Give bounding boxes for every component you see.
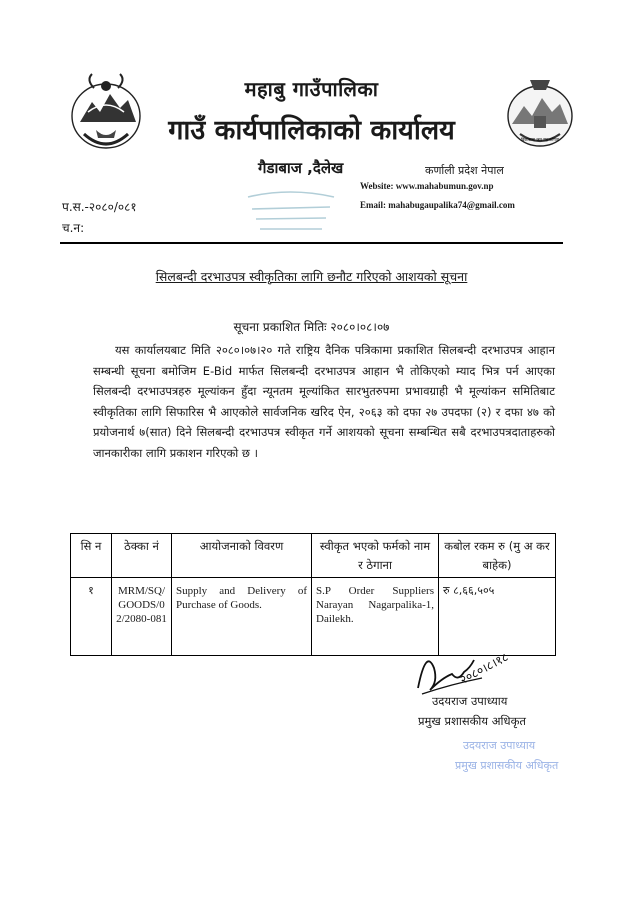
col-serial: सि न (71, 534, 112, 578)
email-line[interactable]: Email: mahabugaupalika74@gmail.com (360, 200, 515, 210)
table-header-row (71, 534, 556, 578)
cell-contract-no: MRM/SQ/GOODS/02/2080-081 (112, 578, 172, 656)
col-amount: कबोल रकम रु (मु अ कर बाहेक) (439, 534, 556, 578)
notice-body: यस कार्यालयबाट मिति २०८०।०७।२० गते राष्ट्रिय दैनिक पत्रिकामा प्रकाशित सिलबन्दी दरभाउपत्र आहान सम्बन्धी सूचना बमोजिम E-Bid मार्फत सिलबन्दी दरभाउपत्र आहान भै तोकिएको म्याद भित्र पर्न आएका सिलबन्दी दरभाउपत्रहरु मूल्यांकन हुँदा न्यूनतम मूल्यांकित सारभुतरुपमा प्रभावग्राही भै मूल्यांकन समितिबाट स्वीकृतिका लागि सिफारिस भै आएकोले सार्वजनिक खरिद ऐन, २०६३ को दफा २७ उपदफा (२) र दफा ४७ को प्रयोजनार्थ ७(सात) दिने सिलबन्दी दरभाउपत्र स्वीकृत गर्ने आशयको सूचना सम्बन्धित सबै दरभाउपत्रदाताहरुको जानकारीका लागि प्रकाशन गरिएको छ । (93, 343, 555, 460)
officer-name: उदयराज उपाध्याय (432, 694, 508, 708)
seal-designation: प्रमुख प्रशासकीय अधिकृत (455, 759, 559, 772)
municipality-name: महाबु गाउँपालिका (244, 77, 379, 101)
cell-description: Supply and Delivery of Purchase of Goods. (172, 578, 312, 656)
signature-date: २०८०।८।१८ (457, 649, 511, 687)
header-divider (60, 242, 563, 244)
col-firm: स्वीकृत भएको फर्मको नाम र ठेगाना (312, 534, 439, 578)
cell-serial: १ (71, 578, 112, 656)
notice-subject: सिलबन्दी दरभाउपत्र स्वीकृतिका लागि छनौट गरिएको आशयको सूचना (155, 269, 468, 284)
handwritten-signature (412, 638, 532, 698)
seal-name: उदयराज उपाध्याय (463, 739, 536, 752)
cell-firm: S.P Order Suppliers Narayan Nagarpalika-1, Dailekh. (312, 578, 439, 656)
website-line[interactable]: Website: www.mahabumun.gov.np (360, 181, 494, 191)
publication-date: सूचना प्रकाशित मितिः २०८०।०८।०७ (233, 320, 390, 334)
office-location: गैडाबाज ,दैलेख (258, 159, 344, 177)
dispatch-number: च.न: (62, 221, 85, 235)
logo-motto: विकासमा जन सहभागिता (520, 137, 560, 142)
cell-amount: रु ८,६६,५०५ (439, 578, 556, 656)
officer-designation: प्रमुख प्रशासकीय अधिकृत (418, 714, 526, 728)
col-description: आयोजनाको विवरण (172, 534, 312, 578)
office-name: गाउँ कार्यपालिकाको कार्यालय (168, 115, 455, 146)
col-contract-no: ठेक्का नं (112, 534, 172, 578)
province-name: कर्णाली प्रदेश नेपाल (425, 164, 504, 177)
official-name-seal (455, 733, 585, 779)
reference-number: प.स.-२०८०/०८१ (62, 200, 137, 214)
